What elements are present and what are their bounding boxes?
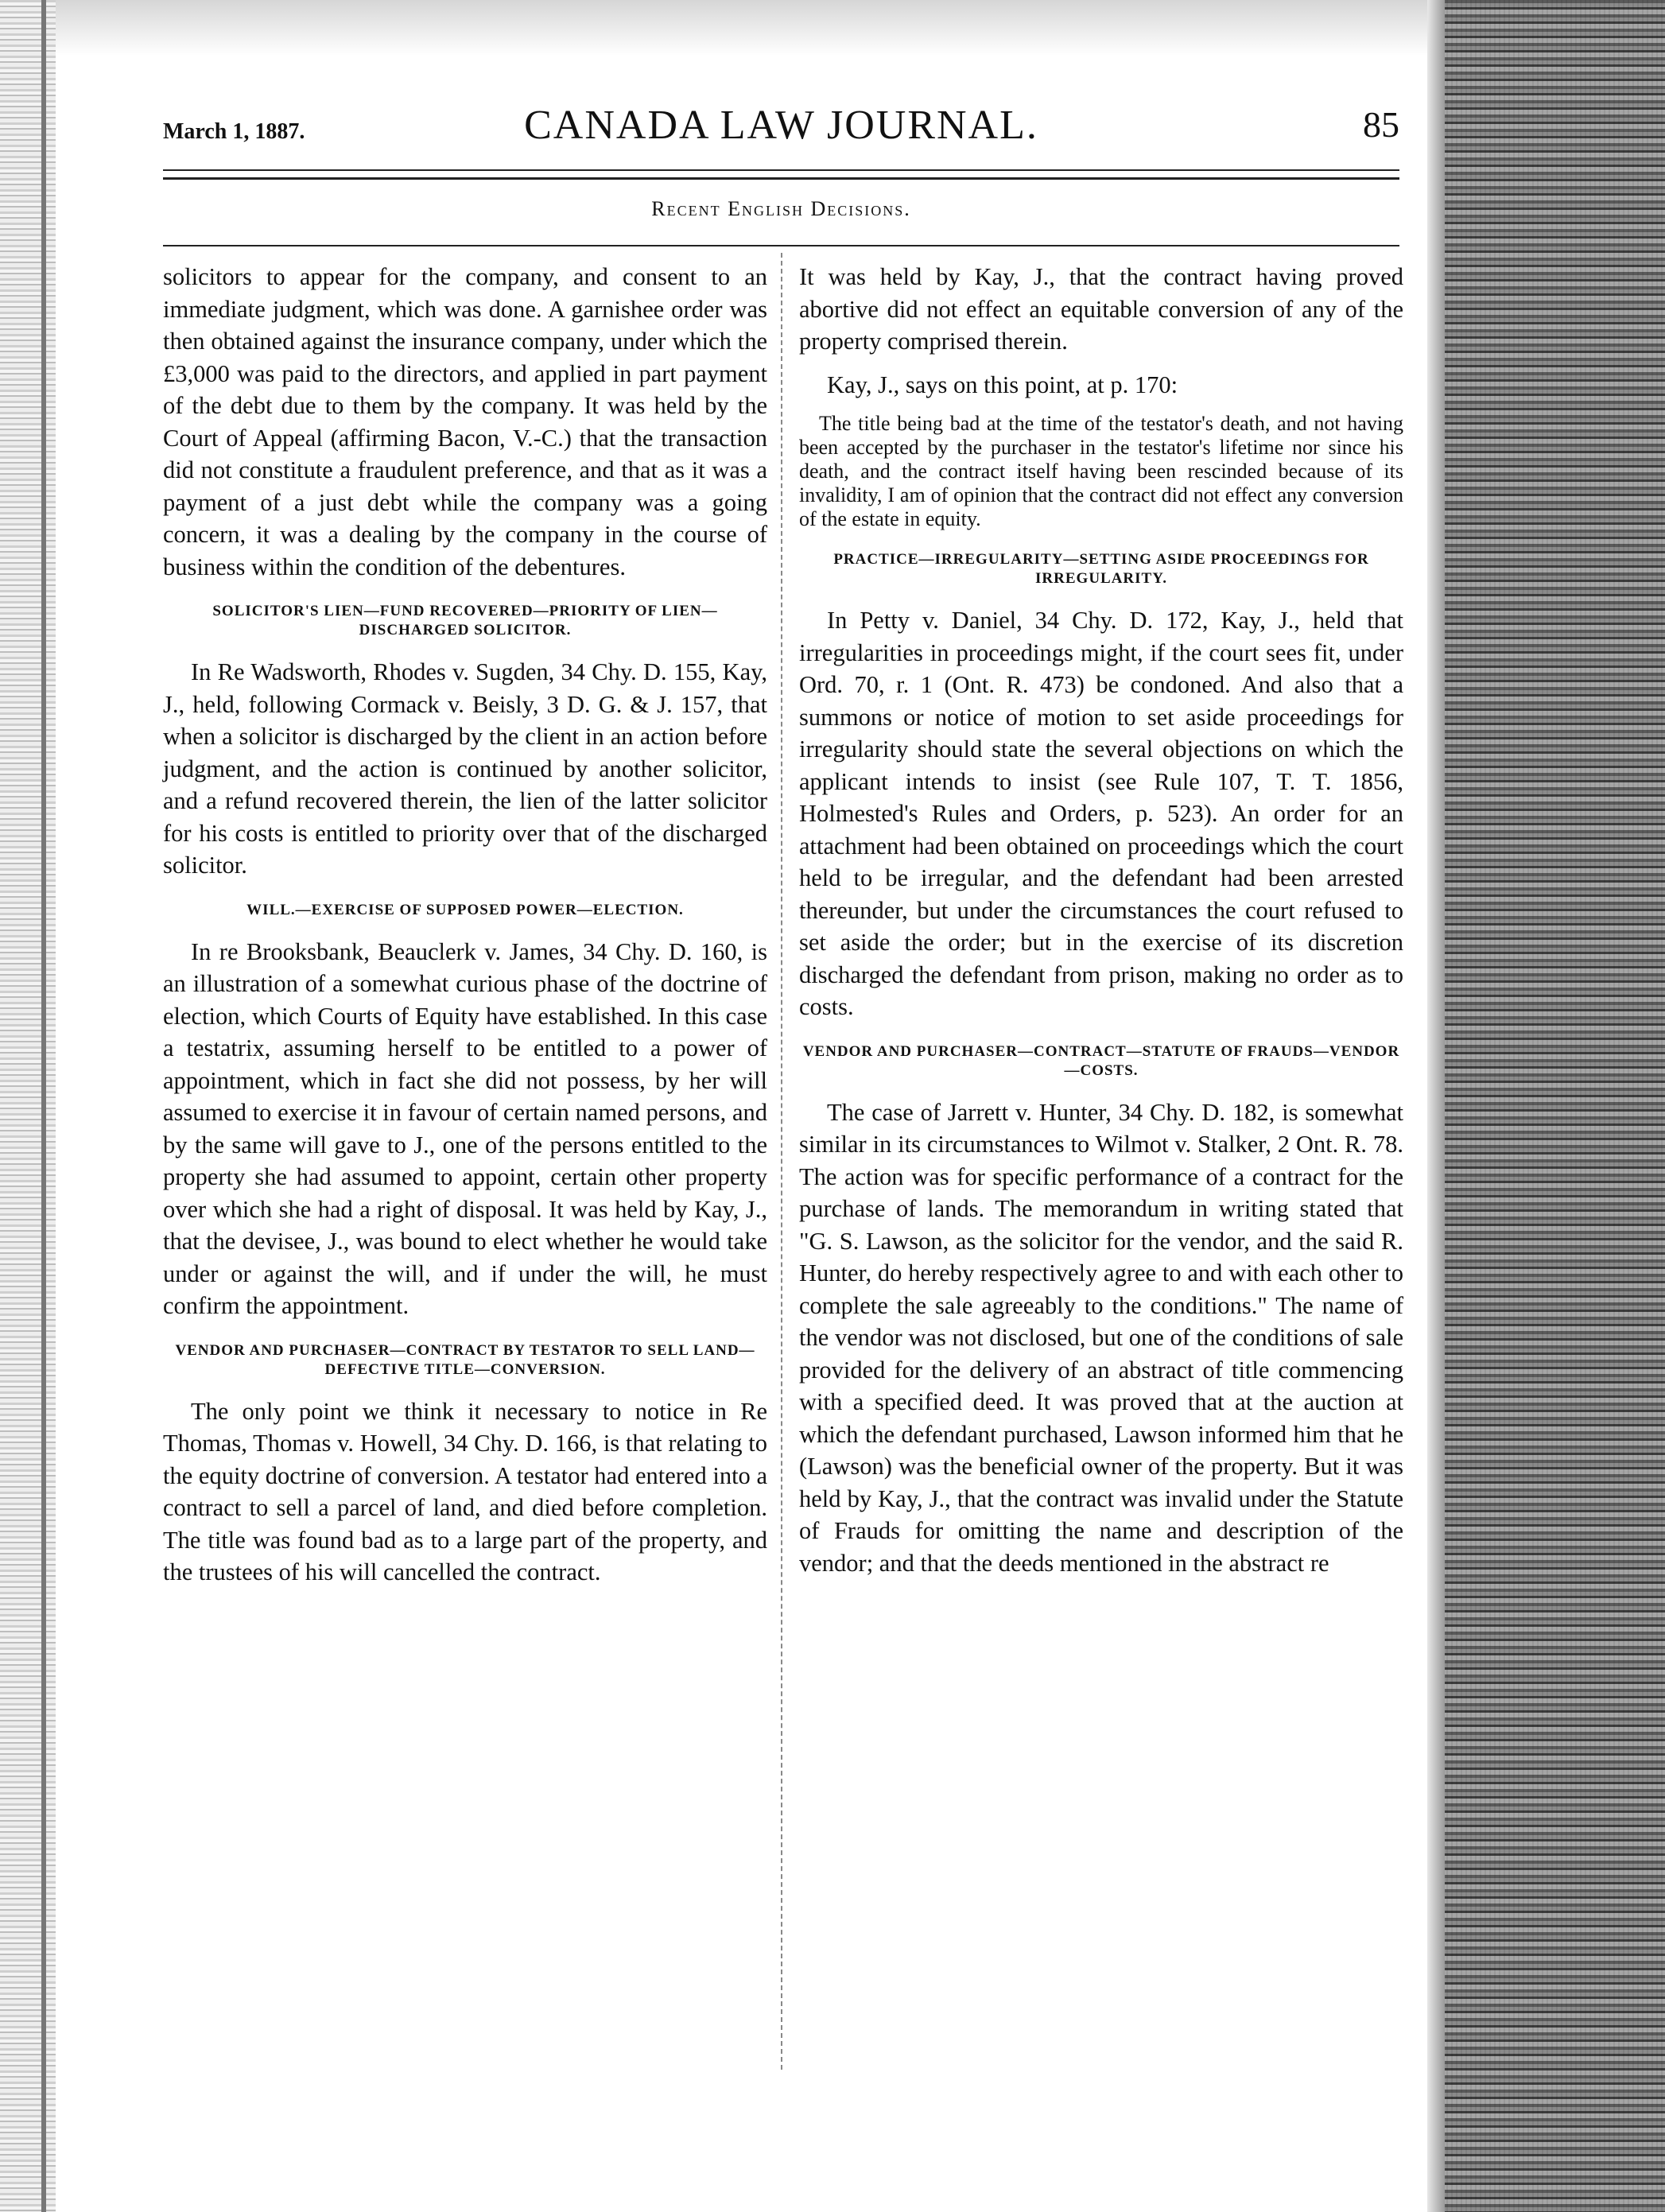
spacer — [799, 401, 1403, 412]
journal-title: CANADA LAW JOURNAL. — [524, 103, 1038, 148]
page-header — [163, 102, 1399, 165]
block-quote: The title being bad at the time of the testator's death, and not having been accepted by the purchaser in the testator's lifetime nor since his death, and the contract itself having been rescinded because of its invalidity, I am of opinion that the contract did not effect any conversion of the estate in equity. — [799, 412, 1403, 530]
paragraph: The case of Jarrett v. Hunter, 34 Chy. D. 182, is somewhat similar in its circumstances to Wilmot v. Stalker, 2 Ont. R. 78. The action was for specific performance of a contract for the purchase of lands. The memorandum in writing stated that "G. S. Lawson, as the solicitor for the vendor, and the said R. Hunter, do hereby respectively agree to and with each other to complete the sale agreeably to the conditions." The name of the vendor was not disclosed, but one of the conditions of sale provided for the delivery of an abstract of title commencing with a specified deed. It was proved that at the auction at which the defendant purchased, Lawson informed him that he (Lawson) was the beneficial owner of the property. But it was held by Kay, J., that the contract was invalid under the Statute of Frauds for omitting the name and description of the vendor; and that the deeds mentioned in the abstract re — [799, 1098, 1403, 1577]
section-heading: VENDOR AND PURCHASER—CONTRACT BY TESTATOR TO SELL LAND—DEFECTIVE TITLE—CONVERSION. — [175, 1341, 755, 1378]
section-heading: WILL.—EXERCISE OF SUPPOSED POWER—ELECTION. — [246, 901, 684, 918]
paragraph: In Petty v. Daniel, 34 Chy. D. 172, Kay, J., held that irregularities in proceedings might, if the court sees fit, under Ord. 70, r. 1 (Ont. R. 473) be condoned. And also that a summons or notice of motion to set aside proceedings for irregularity should state the several objections on which the applicant intends to insist (see Rule 107, T. T. 1856, Holmested's Rules and Orders, p. 523). An order for an attachment had been obtained on proceedings which the court held to be irregular, and the defendant had been arrested thereunder, but under the circumstances the court refused to set aside the order; but in the exercise of its discretion discharged the defendant from prison, making no order as to costs. — [799, 607, 1403, 1020]
section-rule — [163, 245, 1399, 246]
paragraph: solicitors to appear for the company, and consent to an immediate judgment, which was done. A garnishee order was then obtained against the insurance company, under which the £3,000 was paid to the directors, and applied in part payment of the debt due to them by the company. It was held by the Court of Appeal (affirming Bacon, V.-C.) that the transaction did not constitute a fraudulent preference, and that as it was a payment of a just debt while the company was a going concern, it was a dealing by the company in the course of business within the condition of the debentures. — [163, 263, 767, 580]
paragraph: In Re Wadsworth, Rhodes v. Sugden, 34 Chy. D. 155, Kay, J., held, following Cormack v. Beisly, 3 D. G. & J. 157, that when a solicitor is discharged by the client in an action before judgment, and the action is continued by another solicitor, and a refund recovered therein, the lien of the latter solicitor for his costs is entitled to priority over that of the discharged solicitor. — [163, 658, 767, 879]
paragraph: In re Brooksbank, Beauclerk v. James, 34 Chy. D. 160, is an illustration of a somewhat curious phase of the doctrine of election, which Courts of Equity have established. In this case a testatrix, assuming herself to be entitled to a power of appointment, which in fact she did not possess, by her will assumed to exercise it in favour of certain named persons, and by the same will gave to J., one of the persons entitled to the property she had assumed to appoint, certain other property over which she had a right of disposal. It was held by Kay, J., that the devisee, J., was bound to elect whether he would take under or against the will, and if under the will, he must confirm the appointment. — [163, 937, 767, 1319]
section-heading: VENDOR AND PURCHASER—CONTRACT—STATUTE OF FRAUDS—VENDOR—COSTS. — [802, 1042, 1400, 1079]
header-rule — [163, 169, 1399, 180]
section-heading: SOLICITOR'S LIEN—FUND RECOVERED—PRIORITY OF LIEN—DISCHARGED SOLICITOR. — [212, 603, 718, 638]
right-column — [799, 261, 1403, 1579]
page-number: 85 — [1363, 104, 1399, 145]
column-divider — [781, 253, 782, 2070]
paragraph: Kay, J., says on this point, at p. 170: — [827, 371, 1178, 398]
paragraph: It was held by Kay, J., that the contract having proved abortive did not effect an equitable conversion of any of the property comprised therein. — [799, 263, 1403, 355]
left-column — [163, 261, 767, 1589]
scan-left-edge — [0, 0, 56, 2212]
section-heading: PRACTICE—IRREGULARITY—SETTING ASIDE PROCEEDINGS FOR IRREGULARITY. — [833, 551, 1369, 587]
scan-right-edge — [1427, 0, 1665, 2212]
paragraph: The only point we think it necessary to notice in Re Thomas, Thomas v. Howell, 34 Chy. D. 166, is that relating to the equity doctrine of conversion. A testator had entered into a contract to sell a parcel of land, and died before completion. The title was found bad as to a large part of the property, and the trustees of his will cancelled the contract. — [163, 1397, 767, 1585]
section-title: Recent English Decisions. — [651, 197, 911, 220]
header-date: March 1, 1887. — [163, 119, 305, 144]
scan-top-shadow — [56, 0, 1427, 56]
spacer — [799, 358, 1403, 369]
